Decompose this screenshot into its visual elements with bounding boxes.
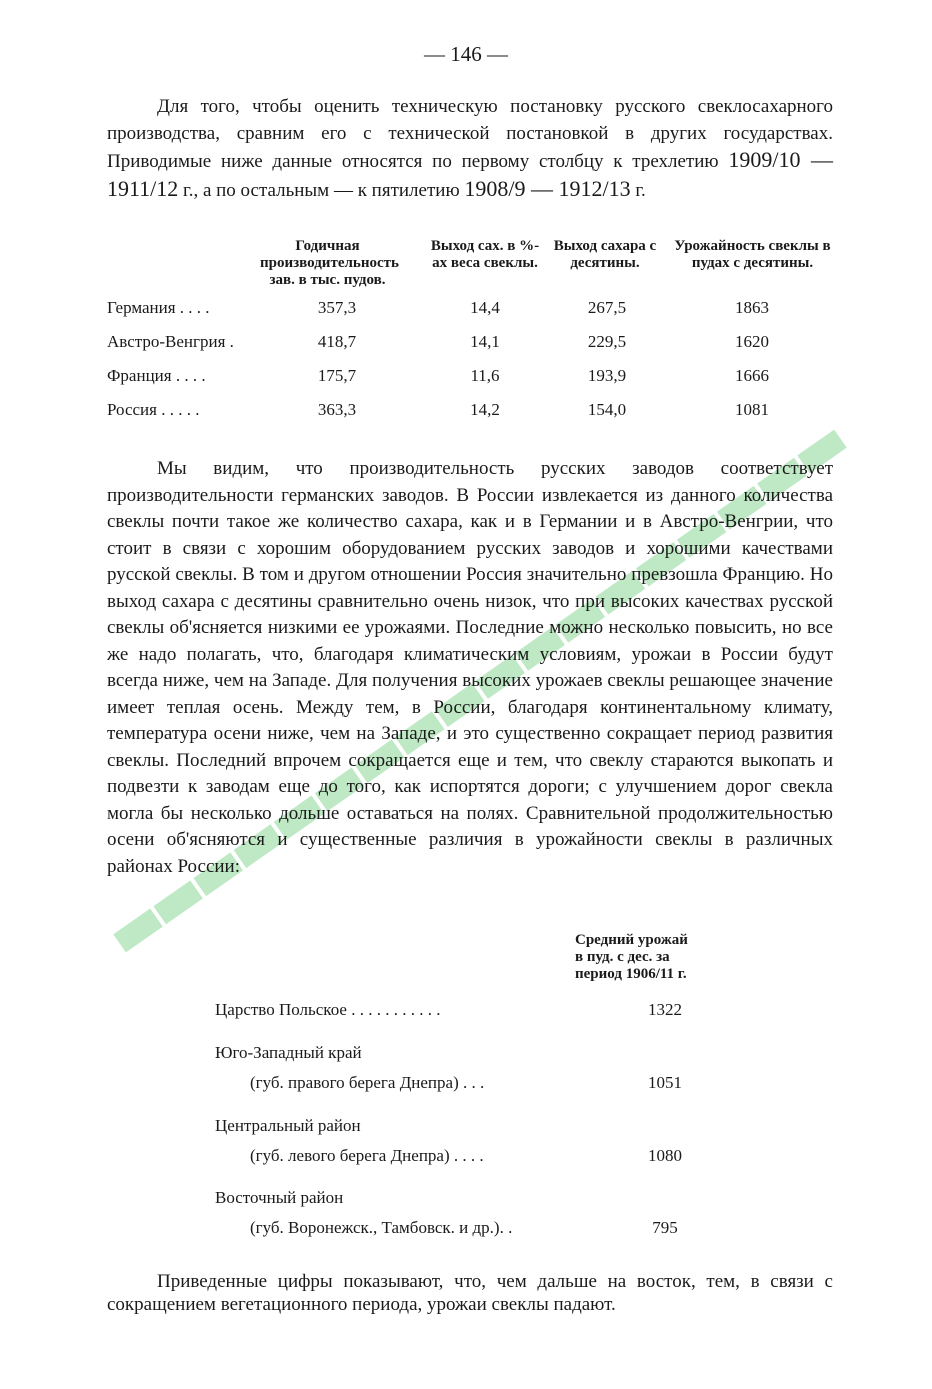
row-label: Россия . . . . . [107,400,200,419]
cell: 363,3 [317,400,357,419]
cell: 1620 [735,332,769,351]
row-label: Франция . . . . [107,366,206,385]
cell: 418,7 [317,332,357,351]
region-value: 1322 [648,1000,682,1019]
region-subtitle: (губ. левого берега Днепра) . . . . [250,1146,484,1165]
cell: 267,5 [587,298,627,317]
region-subtitle: (губ. правого берега Днепра) . . . [250,1073,485,1092]
region-name: Восточный район [215,1188,344,1207]
table-row [107,298,827,322]
page-number: — 146 — [424,42,508,66]
table-row [107,366,827,390]
cell: 1863 [735,298,769,317]
cell: 11,6 [470,366,500,385]
cell: 175,7 [317,366,357,385]
cell: 229,5 [587,332,627,351]
region-name: Юго-Западный край [215,1043,362,1062]
cell: 154,0 [587,400,627,419]
row-label: Германия . . . . [107,298,210,317]
table-row [107,400,827,424]
region-value: 1080 [648,1146,682,1165]
region-value: 795 [652,1218,678,1237]
cell: 357,3 [317,298,357,317]
region-name: Центральный район [215,1116,361,1135]
region-subtitle: (губ. Воронежск., Тамбовск. и др.). . [250,1218,513,1237]
cell: 193,9 [587,366,627,385]
cell: 1081 [735,400,769,419]
region-name: Царство Польское . . . . . . . . . . . [215,1000,441,1019]
cell: 14,4 [470,298,500,317]
row-label: Австро-Венгрия . [107,332,234,351]
column-header-productivity: Годичная производительность зав. в тыс. пудов. [260,238,399,288]
cell: 1666 [735,366,769,385]
table-row [107,332,827,356]
analysis-paragraph: Мы видим, что производительность русских заводов соответствует производительности германских заводов. В России извлекается из данного количества свеклы почти такое же количество сахара, как и в Германии и в Австро-Венгрии, что стоит в связи с хорошим оборудованием русских заводов и хорошими качествами русской свеклы. В том и другом отношении Россия значительно превзошла Францию. Но выход сахара с десятины сравнительно очень низок, что при высоких качествах русской свеклы об'ясняется низкими ее урожаями. Последние можно несколько повысить, но все же надо полагать, что, благодаря климатическим условиям, урожаи в России будут всегда ниже, чем на Западе. Для получения высоких урожаев свеклы решающее значение имеет теплая осень. Между тем, в России, благодаря континентальному климату, температура осени ниже, чем на Западе, и это существенно сокращает период развития свеклы. Последний впрочем сокращается еще и тем, что свеклу стараются выкопать и подвезти к заводам еще до того, как испортятся дороги; с улучшением дорог свекла могла бы несколько дольше оставаться на полях. Сравнительной продолжительностью осени об'ясняются и существенные различия в урожайности свеклы в различных районах России: [107,458,833,877]
table2-header: Средний урожай в пуд. с дес. за период 1906/11 г. [575,932,688,982]
column-header-sugar-yield-percent: Выход сах. в %-ах веса свеклы. [430,238,540,271]
column-header-sugar-per-desyatina: Выход сахара с десятины. [553,238,657,271]
conclusion-paragraph: Приведенные цифры показывают, что, чем дальше на восток, тем, в связи с сокращением вегетационного периода, урожаи свеклы падают. [107,1271,833,1315]
cell: 14,2 [470,400,500,419]
cell: 14,1 [470,332,500,351]
intro-paragraph: Для того, чтобы оценить техническую постановку русского свеклосахарного производства, сравним его с технической постановкой в других государствах. Приводимые ниже данные относятся по первому столбцу к трехлетию 1909/10 — 1911/12 г., а по остальным — к пятилетию 1908/9 — 1912/13 г. [107,96,833,201]
region-value: 1051 [648,1073,682,1092]
column-header-beet-yield: Урожайность свеклы в пудах с десятины. [674,238,831,271]
